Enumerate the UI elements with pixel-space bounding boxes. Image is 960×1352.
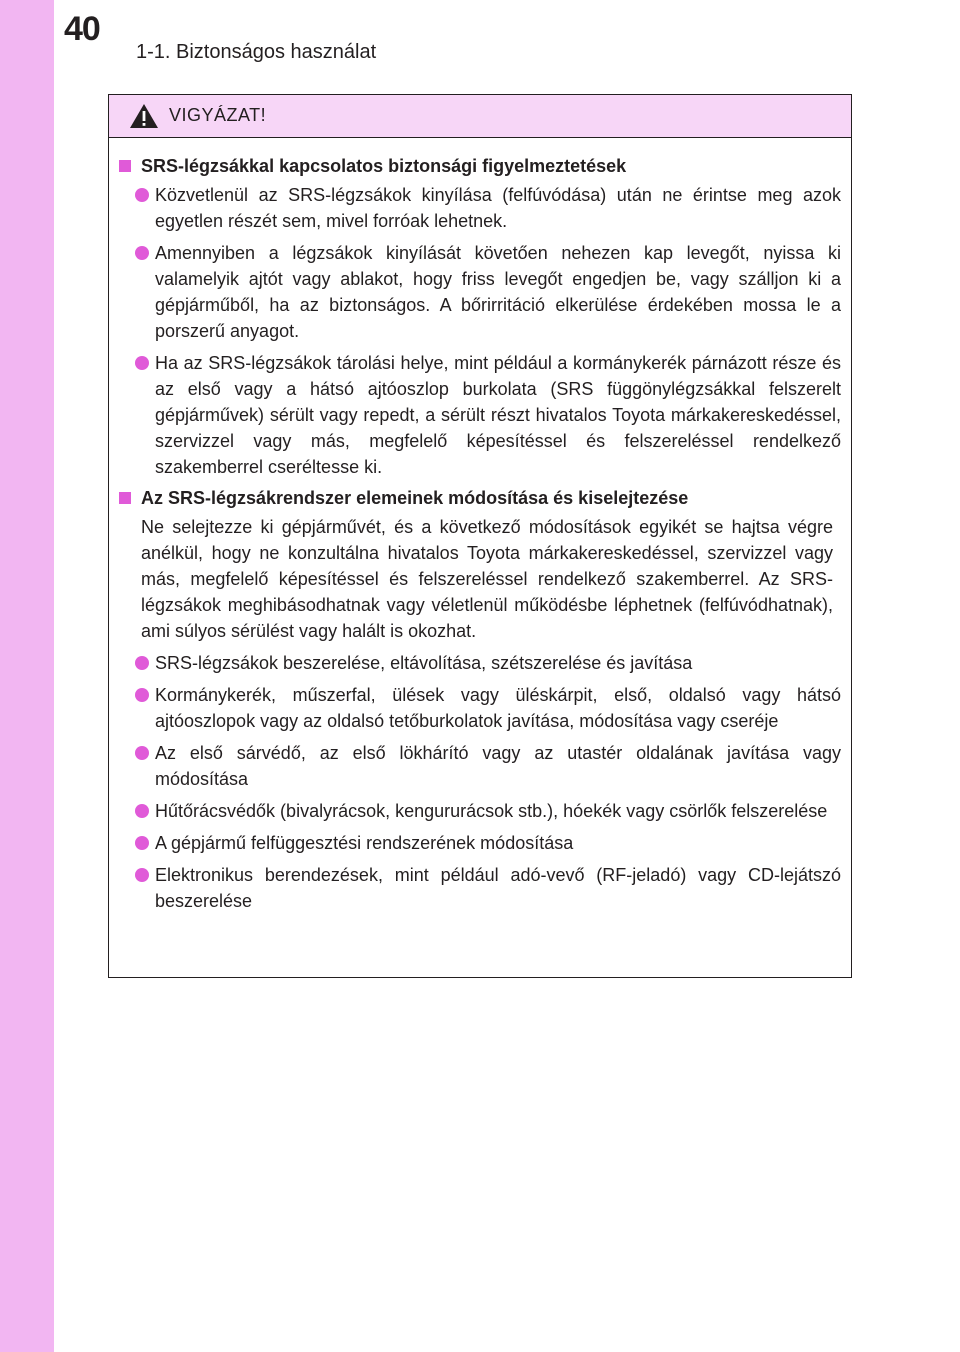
page-number: 40 — [64, 10, 100, 48]
list-item — [117, 798, 841, 824]
list-item — [117, 740, 841, 792]
list-item-text: Az első sárvédő, az első lökhárító vagy az utastér oldalának javítása vagy módosítása — [155, 743, 841, 789]
section-heading — [117, 486, 841, 510]
round-bullet-icon — [135, 656, 149, 670]
list-item-text: Elektronikus berendezések, mint például adó-vevő (RF-jeladó) vagy CD-lejátszó beszerelése — [155, 865, 841, 911]
round-bullet-icon — [135, 804, 149, 818]
list-item-text: Közvetlenül az SRS-légzsákok kinyílása (felfúvódása) után ne érintse meg azok egyetlen részét sem, mivel forróak lehetnek. — [155, 185, 841, 231]
list-item — [117, 240, 841, 344]
list-item-text: Kormánykerék, műszerfal, ülések vagy üléskárpit, első, oldalsó vagy hátsó ajtóoszlopok vagy az oldalsó tetőburkolatok javítása, módosítása vagy cseréje — [155, 685, 841, 731]
square-bullet-icon — [119, 160, 131, 172]
list-item — [117, 682, 841, 734]
list-item-text: SRS-légzsákok beszerelése, eltávolítása, szétszerelése és javítása — [155, 653, 693, 673]
section-heading-text: SRS-légzsákkal kapcsolatos biztonsági figyelmeztetések — [141, 156, 627, 176]
list-item-text: Ha az SRS-légzsákok tárolási helye, mint például a kormánykerék párnázott része és az első vagy a hátsó ajtóoszlop burkolata (SRS függönylégzsákkal felszerelt gépjárművek) sérült vagy repedt, a sérült részt hivatalos Toyota márkakereskedéssel, szervizzel vagy más, megfelelő képesítéssel és felszereléssel rendelkező szakemberrel cseréltesse ki. — [155, 353, 841, 477]
list-item — [117, 862, 841, 914]
section-heading — [117, 154, 841, 178]
round-bullet-icon — [135, 836, 149, 850]
round-bullet-icon — [135, 356, 149, 370]
round-bullet-icon — [135, 868, 149, 882]
running-head: 1-1. Biztonságos használat — [136, 41, 377, 63]
list-item-text: Amennyiben a légzsákok kinyílását követően nehezen kap levegőt, nyissa ki valamelyik ajtót vagy ablakot, hogy friss levegőt engedjen be, vagy szálljon ki a gépjárműből, ha az biztonságos. A bőrirritáció elkerülése érdekében mossa le a porszerű anyagot. — [155, 243, 841, 341]
list-item — [117, 650, 841, 676]
warning-box — [108, 94, 852, 978]
section-intro: Ne selejtezze ki gépjárművét, és a következő módosítások egyikét se hajtsa végre anélkül, hogy ne konzultálna hivatalos Toyota márkakereskedéssel, szervizzel vagy más, megfelelő képesítéssel és felszereléssel rendelkező szakemberrel. Az SRS-légzsákok meghibásodhatnak vagy véletlenül működésbe léphetnek (felfúvódhatnak), ami súlyos sérülést vagy halált is okozhat. — [141, 517, 833, 641]
list-item — [117, 350, 841, 480]
round-bullet-icon — [135, 746, 149, 760]
list-item — [117, 182, 841, 234]
round-bullet-icon — [135, 246, 149, 260]
section-heading-text: Az SRS-légzsákrendszer elemeinek módosítása és kiselejtezése — [141, 488, 689, 508]
list-item — [117, 830, 841, 856]
round-bullet-icon — [135, 688, 149, 702]
warning-content — [109, 138, 851, 914]
list-item-text: A gépjármű felfüggesztési rendszerének módosítása — [155, 833, 574, 853]
warning-title: VIGYÁZAT! — [169, 105, 267, 125]
warning-header — [109, 95, 851, 138]
round-bullet-icon — [135, 188, 149, 202]
square-bullet-icon — [119, 492, 131, 504]
side-color-band — [0, 0, 54, 1352]
list-item-text: Hűtőrácsvédők (bivalyrácsok, kengururácsok stb.), hóekék vagy csörlők felszerelése — [155, 801, 828, 821]
warning-triangle-icon — [129, 103, 159, 129]
